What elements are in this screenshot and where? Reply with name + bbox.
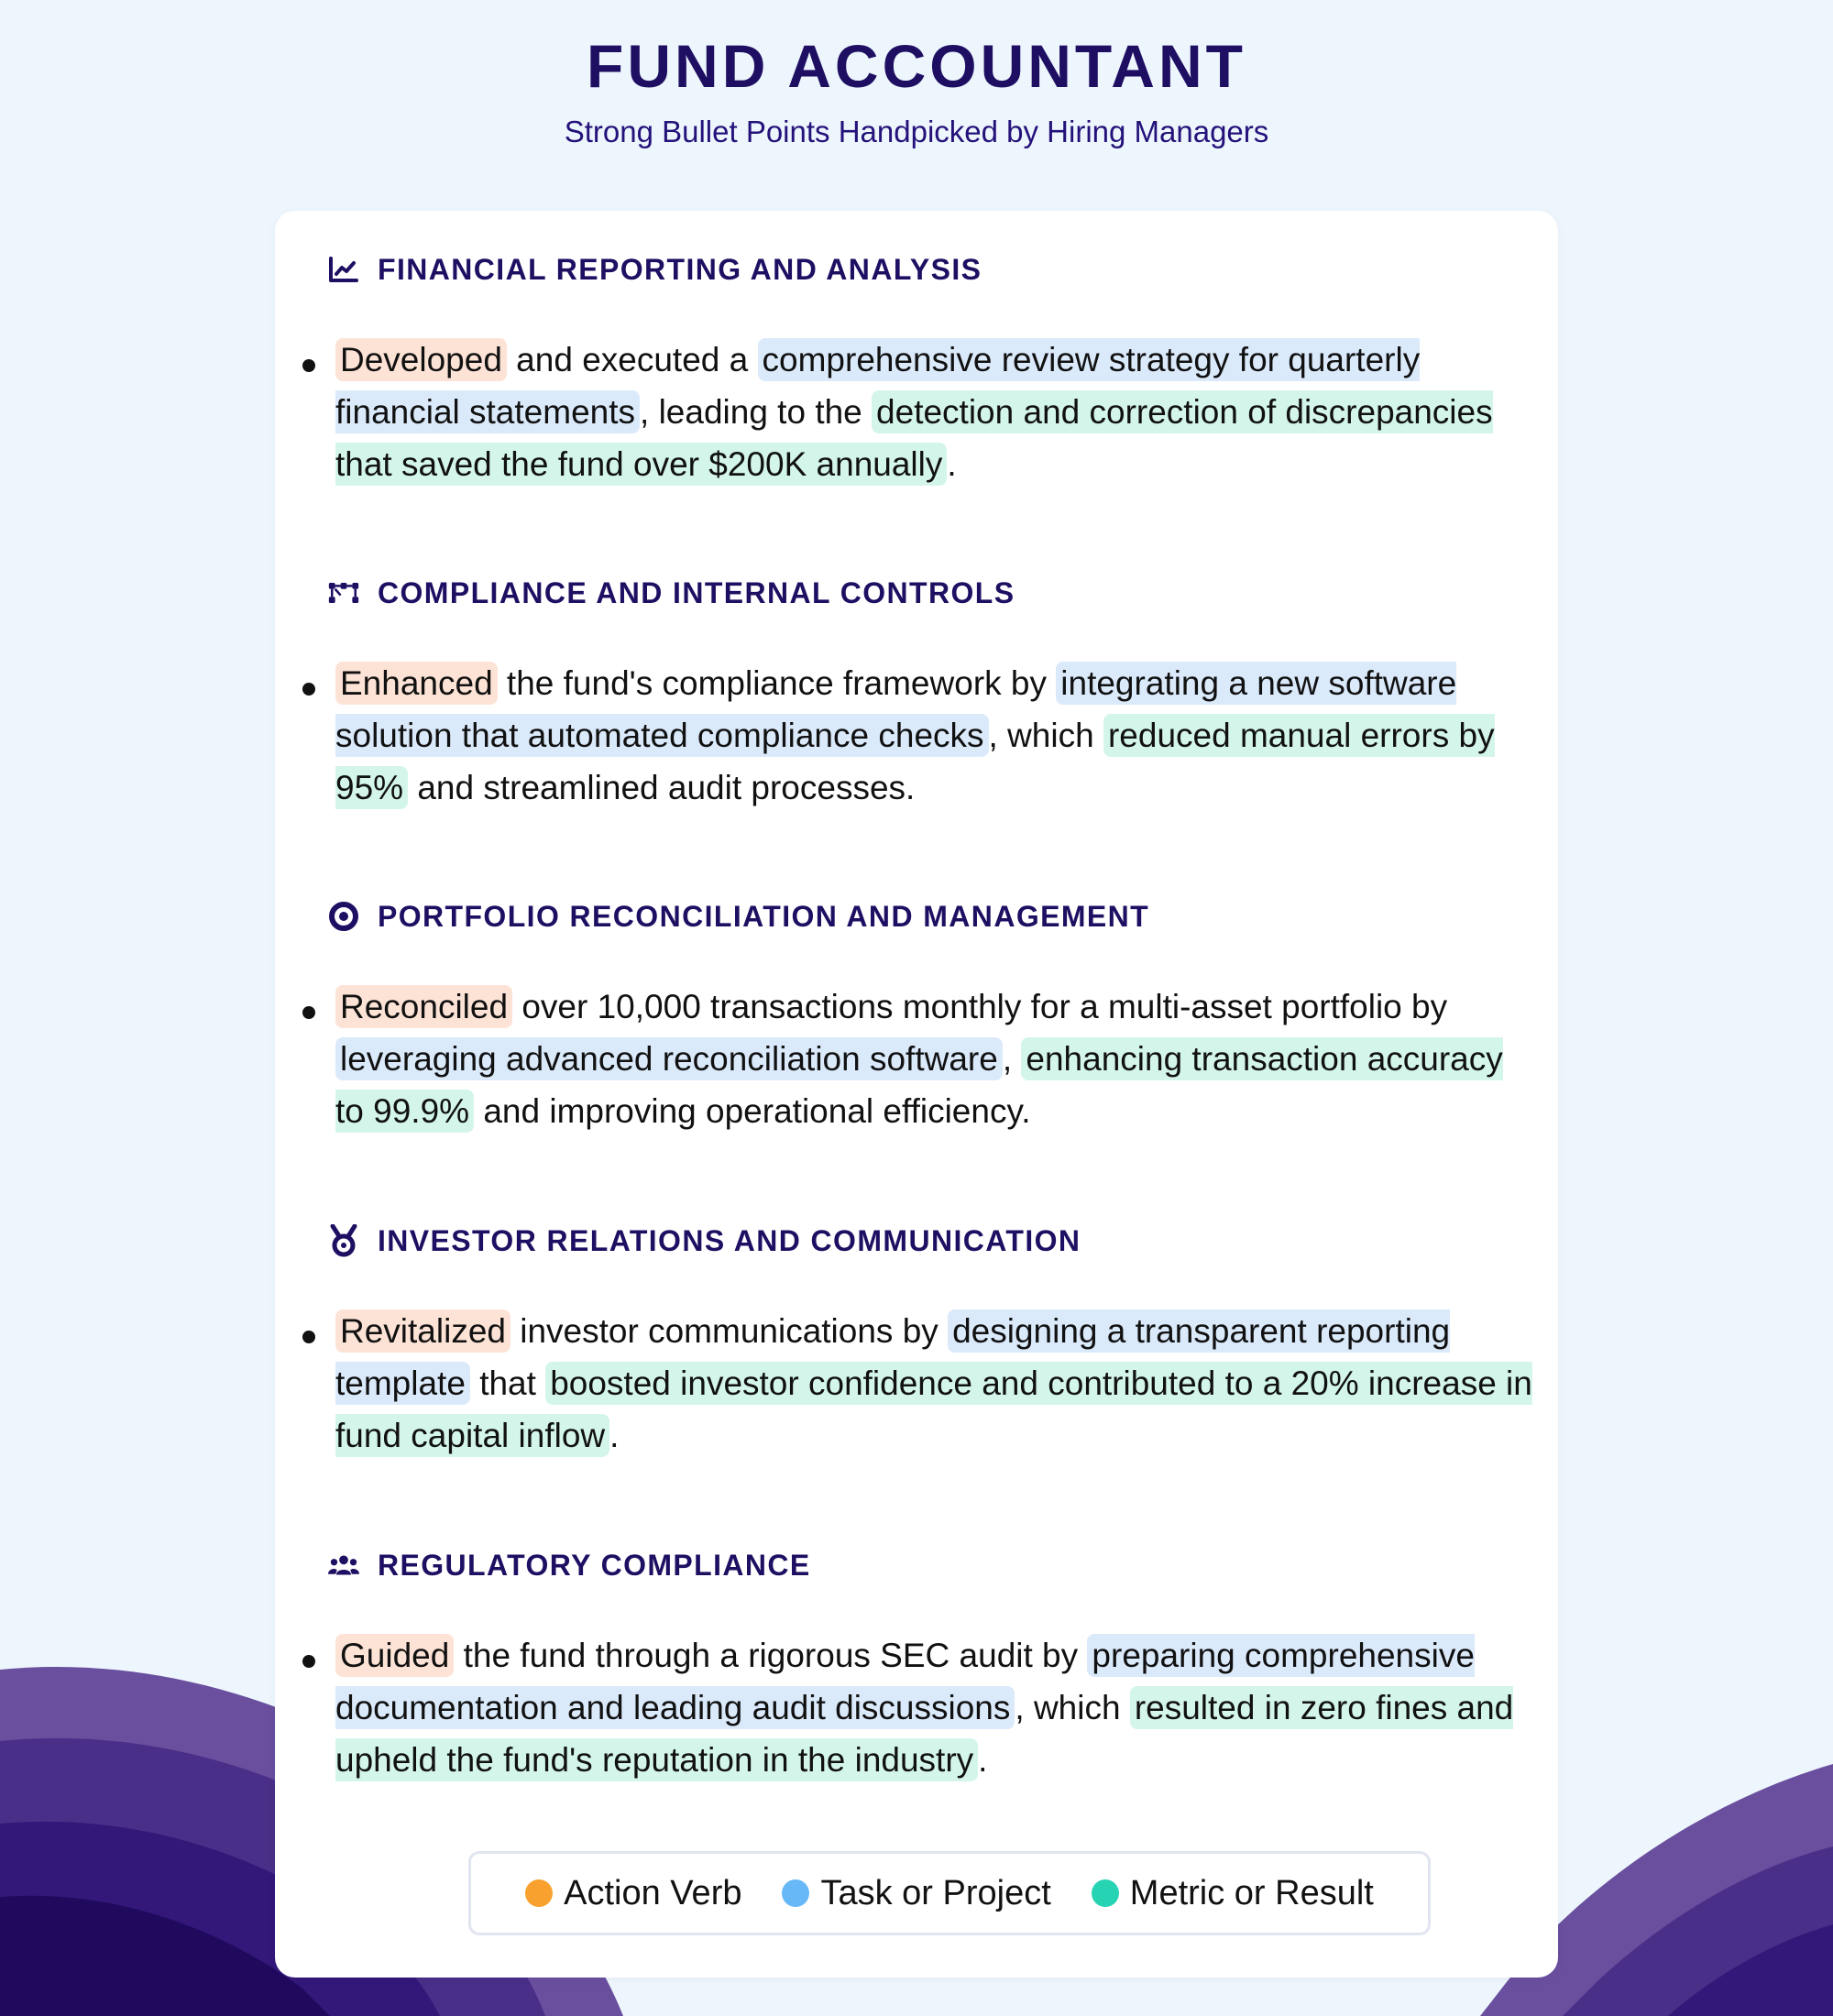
bullet-plain-text: , which [988, 717, 1103, 754]
metric-highlight: reduced manual errors by 95% [335, 714, 1495, 809]
bullet-plain-text: . [609, 1417, 620, 1454]
highlight-legend [468, 1851, 1431, 1935]
legend-dot [525, 1879, 553, 1907]
bullet-plain-text: the fund through a rigorous SEC audit by [454, 1637, 1088, 1674]
bullet-item [302, 657, 1521, 814]
section-header [328, 251, 982, 288]
section-title: REGULATORY COMPLIANCE [378, 1548, 811, 1582]
legend-item-action-verb [525, 1874, 741, 1913]
bullet-dot [302, 359, 315, 372]
target-circle-icon [328, 901, 359, 932]
bullet-dot [302, 683, 315, 696]
line-chart-icon [328, 254, 359, 285]
legend-label: Task or Project [820, 1873, 1051, 1912]
bullet-plain-text: , which [1015, 1689, 1130, 1726]
bullet-plain-text: and executed a [506, 341, 758, 378]
legend-dot [1092, 1879, 1119, 1907]
legend-dot [782, 1879, 809, 1907]
legend-label: Action Verb [564, 1873, 742, 1912]
bullet-dot [302, 1006, 315, 1019]
metric-highlight: enhancing transaction accuracy to 99.9% [335, 1037, 1503, 1133]
network-nodes-icon [328, 577, 359, 608]
metric-highlight: boosted investor confidence and contributed to a 20% increase in fund capital inflow [335, 1362, 1532, 1457]
legend-label: Metric or Result [1129, 1873, 1374, 1912]
bullet-text [335, 334, 1536, 490]
page-header [0, 0, 1833, 150]
action-verb-highlight: Developed [335, 338, 507, 381]
action-verb-highlight: Revitalized [335, 1309, 510, 1353]
bullet-text [335, 657, 1536, 814]
section-header [328, 1222, 1081, 1259]
bullet-plain-text: and improving operational efficiency. [474, 1092, 1031, 1130]
action-verb-highlight: Enhanced [335, 662, 498, 705]
bullet-points-card [275, 211, 1558, 1978]
section-header [328, 575, 1015, 611]
section-title: INVESTOR RELATIONS AND COMMUNICATION [378, 1223, 1081, 1257]
bullet-plain-text: that [469, 1364, 546, 1402]
legend-item-metric-result [1092, 1874, 1374, 1913]
bullet-plain-text: and streamlined audit processes. [408, 769, 916, 806]
task-highlight: designing a transparent reporting template [335, 1309, 1450, 1405]
metric-highlight: resulted in zero fines and upheld the fund's reputation in the industry [335, 1686, 1513, 1781]
bullet-dot [302, 1655, 315, 1668]
bullet-dot [302, 1331, 315, 1343]
bullet-item [302, 981, 1521, 1137]
bullet-plain-text: investor communications by [510, 1312, 949, 1350]
bullet-text [335, 981, 1536, 1137]
page-title: FUND ACCOUNTANT [587, 32, 1246, 100]
bullet-text [335, 1305, 1536, 1462]
section-header [328, 1547, 811, 1583]
bullet-plain-text: . [978, 1741, 988, 1779]
bullet-plain-text: the fund's compliance framework by [497, 664, 1057, 702]
section-title: FINANCIAL REPORTING AND ANALYSIS [378, 252, 982, 286]
section-header [328, 898, 1149, 935]
action-verb-highlight: Reconciled [335, 985, 512, 1028]
bullet-plain-text: over 10,000 transactions monthly for a multi-asset portfolio by [512, 988, 1448, 1025]
legend-item-task-project [782, 1874, 1050, 1913]
page-subtitle: Strong Bullet Points Handpicked by Hiring Managers [564, 115, 1269, 148]
users-icon [328, 1550, 359, 1581]
bullet-plain-text: , leading to the [640, 393, 873, 431]
bullet-plain-text: . [947, 445, 957, 483]
task-highlight: integrating a new software solution that automated compliance checks [335, 662, 1456, 757]
section-title: COMPLIANCE AND INTERNAL CONTROLS [378, 575, 1015, 609]
bullet-item [302, 1629, 1521, 1786]
task-highlight: leveraging advanced reconciliation software [335, 1037, 1003, 1080]
task-highlight: preparing comprehensive documentation and leading audit discussions [335, 1634, 1475, 1729]
bullet-item [302, 334, 1521, 490]
medal-icon [328, 1225, 359, 1256]
metric-highlight: detection and correction of discrepancies that saved the fund over $200K annually [335, 390, 1493, 486]
section-title: PORTFOLIO RECONCILIATION AND MANAGEMENT [378, 899, 1150, 933]
task-highlight: comprehensive review strategy for quarterly financial statements [335, 338, 1420, 433]
bullet-plain-text: , [1002, 1040, 1022, 1078]
bullet-text [335, 1629, 1536, 1786]
bullet-item [302, 1305, 1532, 1462]
action-verb-highlight: Guided [335, 1634, 454, 1677]
